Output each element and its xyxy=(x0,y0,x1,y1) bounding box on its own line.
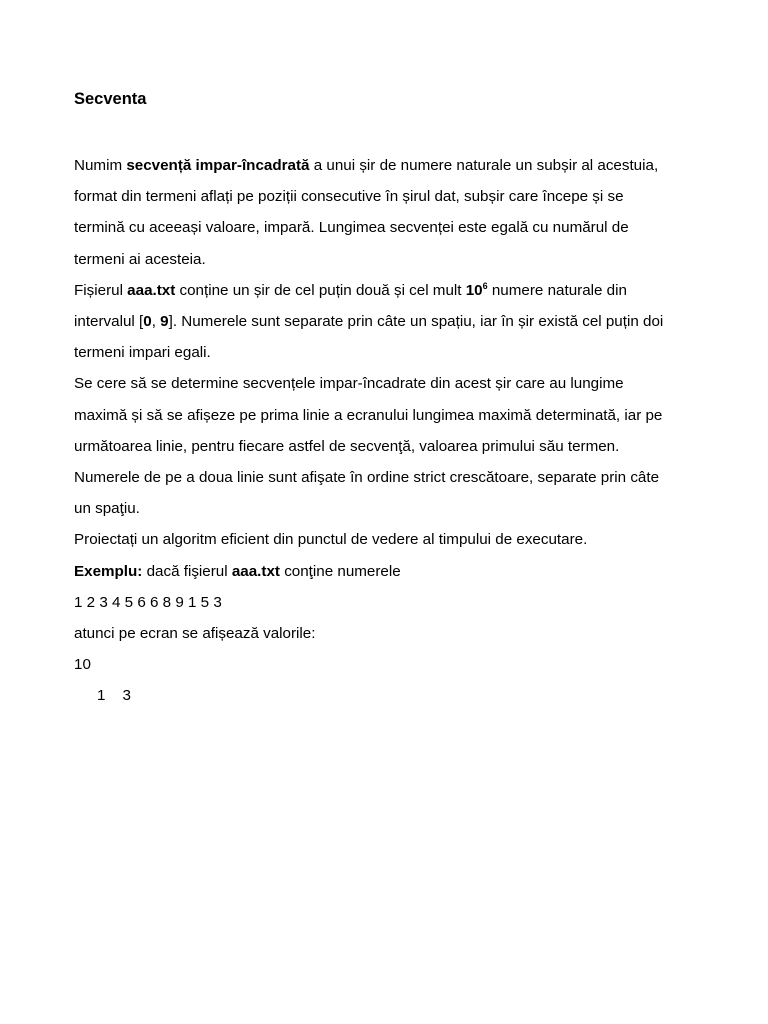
text-span: a unui șir de numere naturale un subșir al acestuia, xyxy=(309,157,659,174)
paragraph-1-line-1 xyxy=(74,150,734,181)
filename: aaa.txt xyxy=(231,562,280,580)
paragraph-3-line-1: Se cere să se determine secvențele impar-încadrate din acest șir care au lungime xyxy=(74,375,624,393)
example-result-intro: atunci pe ecran se afișează valorile: xyxy=(74,625,316,643)
text-span: , xyxy=(151,313,161,331)
power-base: 10 xyxy=(465,281,483,299)
text-span: intervalul [ xyxy=(74,313,144,331)
paragraph-1-line-2: format din termeni aflați pe poziții consecutive în șirul dat, subșir care începe și se xyxy=(74,188,624,206)
example-label: Exemplu: xyxy=(74,562,143,580)
interval-max: 9 xyxy=(160,313,169,331)
text-span: conţine numerele xyxy=(279,562,401,580)
paragraph-3-line-4: Numerele de pe a doua linie sunt afişate în ordine strict crescătoare, separate prin câte xyxy=(74,469,660,487)
output-value: 3 xyxy=(122,687,131,705)
paragraph-2-line-2 xyxy=(74,306,734,337)
paragraph-4: Proiectați un algoritm eficient din punctul de vedere al timpului de executare. xyxy=(74,531,588,549)
paragraph-1-line-4: termeni ai acesteia. xyxy=(74,250,206,268)
paragraph-3-line-3: următoarea linie, pentru fiecare astfel de secvenţă, valoarea primului său termen. xyxy=(74,437,620,455)
paragraph-2-line-1 xyxy=(74,275,734,306)
output-value: 1 xyxy=(97,687,106,705)
text-span: numere naturale din xyxy=(487,281,627,299)
paragraph-3-line-2: maximă și să se afișeze pe prima linie a ecranului lungimea maximă determinată, iar pe xyxy=(74,406,663,424)
text-span: ]. Numerele sunt separate prin câte un spațiu, iar în șir există cel puțin doi xyxy=(168,313,664,331)
text-span: conține un șir de cel puțin două și cel mult xyxy=(175,281,466,299)
power-exponent: 6 xyxy=(482,280,488,291)
example-input-numbers: 1 2 3 4 5 6 6 8 9 1 5 3 xyxy=(74,593,222,611)
paragraph-2-line-3: termeni impari egali. xyxy=(74,344,211,362)
text-span: Numim xyxy=(74,157,127,174)
text-span: Fișierul xyxy=(74,281,128,299)
paragraph-1-line-3: termină cu aceeași valoare, impară. Lungimea secvenței este egală cu numărul de xyxy=(74,219,629,237)
document-page xyxy=(74,86,734,712)
example-output-line-1: 10 xyxy=(74,656,91,674)
text-span: dacă fişierul xyxy=(142,562,232,580)
example-output-line-2 xyxy=(74,680,734,711)
interval-min: 0 xyxy=(143,313,152,331)
example-line xyxy=(74,556,734,587)
filename: aaa.txt xyxy=(127,281,176,299)
paragraph-3-line-5: un spaţiu. xyxy=(74,500,140,518)
bold-term: secvență impar-încadrată xyxy=(126,157,310,174)
document-title: Secventa xyxy=(74,90,147,108)
